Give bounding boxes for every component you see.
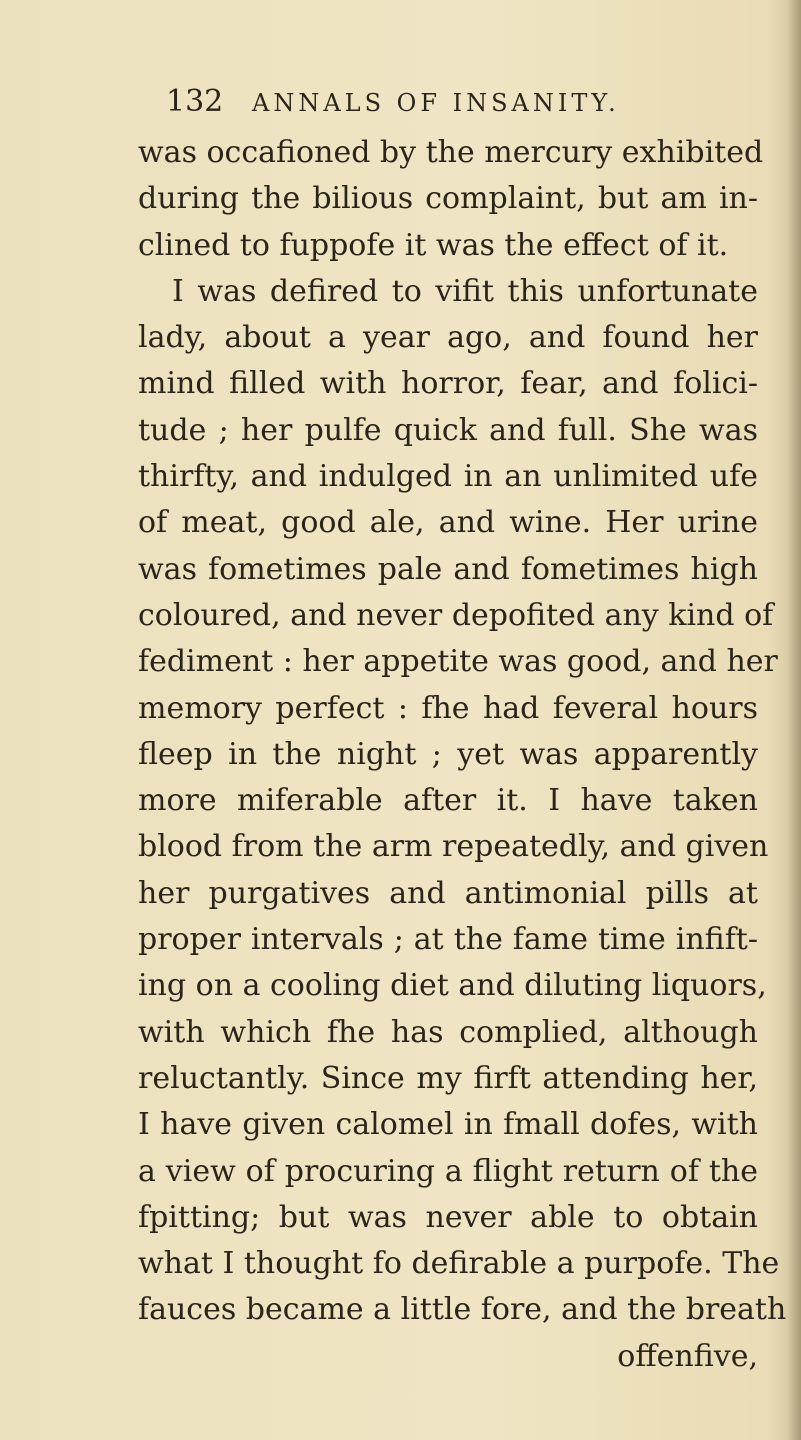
text-line: was occafioned by the mercury exhibited — [138, 135, 764, 170]
text-line: fpitting; but was never able to obtain — [138, 1199, 758, 1235]
running-title: ANNALS OF INSANITY. — [252, 89, 620, 117]
text-line: of meat, good ale, and wine. Her urine — [138, 505, 758, 541]
text-line: ing on a cooling diet and diluting liquors, — [138, 968, 767, 1004]
body-text — [138, 130, 787, 1380]
text-line: proper intervals ; at the fame time infift- — [138, 922, 758, 958]
text-line: lady, about a year ago, and found her — [138, 320, 758, 356]
text-line: a view of procuring a flight return of the — [138, 1153, 758, 1189]
text-line: I have given calomel in fmall dofes, with — [138, 1107, 758, 1143]
running-header — [166, 84, 686, 124]
paragraph-start-line: I was defired to vifit this unfortunate — [172, 273, 758, 309]
text-line: during the bilious complaint, but am in- — [138, 181, 758, 217]
text-line: with which fhe has complied, although — [138, 1014, 758, 1050]
text-line: tude ; her pulfe quick and full. She was — [138, 412, 758, 448]
text-line: more miferable after it. I have taken — [138, 783, 758, 819]
page-edge-shadow — [787, 0, 801, 1440]
text-line: reluctantly. Since my firft attending her, — [138, 1060, 758, 1096]
text-line: was fometimes pale and fometimes high — [138, 551, 758, 587]
text-line: memory perfect : fhe had feveral hours — [138, 690, 758, 726]
text-line: coloured, and never depofited any kind of — [138, 597, 774, 633]
text-line: mind filled with horror, fear, and folici- — [138, 366, 758, 402]
text-line: what I thought fo defirable a purpofe. The — [138, 1246, 780, 1282]
text-line: clined to fuppofe it was the effect of it. — [138, 227, 729, 263]
text-line: thirfty, and indulged in an unlimited ufe — [138, 459, 758, 495]
text-line: fauces became a little fore, and the breath — [138, 1292, 787, 1328]
text-line: fleep in the night ; yet was apparently — [138, 736, 758, 772]
catchword: offenfive, — [617, 1338, 758, 1374]
page-number: 132 — [166, 84, 224, 119]
text-line: blood from the arm repeatedly, and given — [138, 829, 769, 865]
text-line: fediment : her appetite was good, and her — [138, 644, 778, 680]
text-line: her purgatives and antimonial pills at — [138, 875, 758, 911]
